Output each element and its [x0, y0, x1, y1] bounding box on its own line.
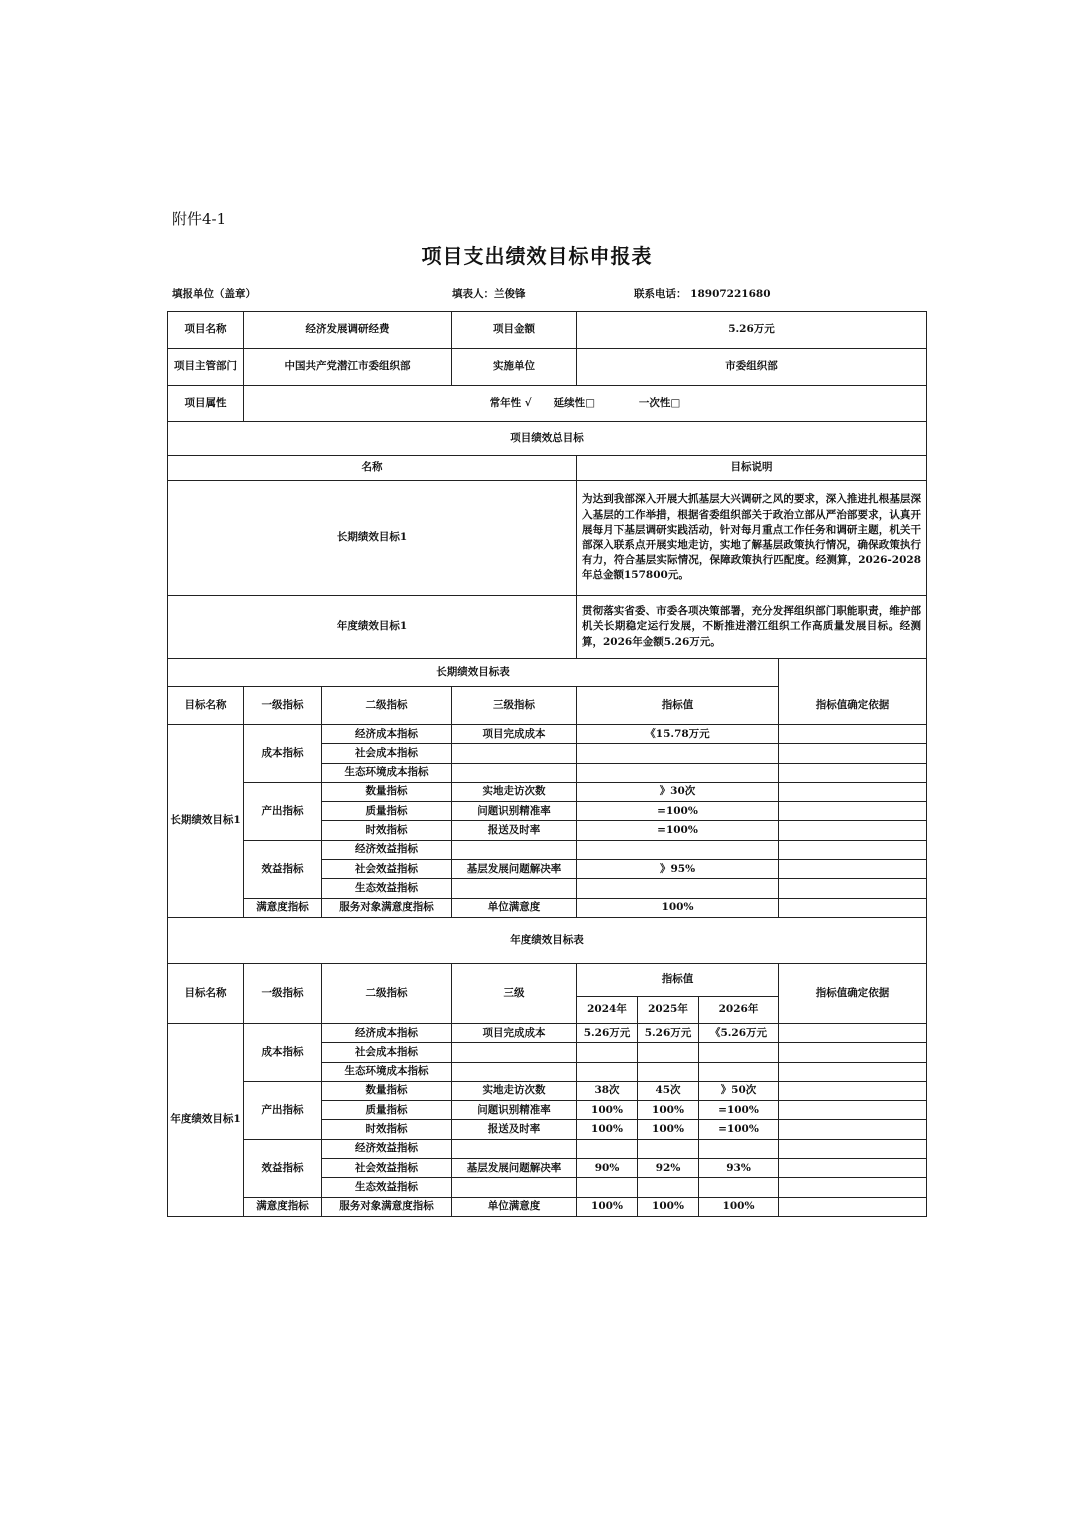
at-header-target: 目标名称	[168, 963, 244, 1023]
at-level2: 质量指标	[322, 1101, 452, 1120]
at-level3: 问题识别精准率	[452, 1101, 577, 1120]
lt-basis	[779, 725, 927, 744]
at-year-value: 92%	[638, 1159, 699, 1178]
overall-target-heading: 项目绩效总目标	[168, 422, 927, 456]
at-year-value	[577, 1062, 638, 1081]
at-level2: 时效指标	[322, 1120, 452, 1139]
at-level1: 满意度指标	[244, 1197, 322, 1216]
at-level3	[452, 1139, 577, 1158]
lt-level2: 质量指标	[322, 802, 452, 821]
at-level2: 社会成本指标	[322, 1043, 452, 1062]
at-level2: 服务对象满意度指标	[322, 1197, 452, 1216]
reporting-unit: 填报单位（盖章）	[172, 288, 256, 300]
at-basis	[779, 1139, 927, 1158]
at-basis	[779, 1178, 927, 1197]
at-basis	[779, 1043, 927, 1062]
at-year-value	[699, 1062, 779, 1081]
lt-level3: 基层发展问题解决率	[452, 860, 577, 879]
at-header-level3: 三级	[452, 963, 577, 1023]
at-year-value	[699, 1139, 779, 1158]
at-header-value: 指标值	[577, 963, 779, 996]
table-row	[168, 1023, 927, 1042]
at-header-year: 2026年	[699, 996, 779, 1023]
at-header-basis: 指标值确定依据	[779, 963, 927, 1023]
lt-level3: 报送及时率	[452, 821, 577, 840]
lt-level2: 生态环境成本指标	[322, 763, 452, 782]
at-level1: 产出指标	[244, 1081, 322, 1139]
at-basis	[779, 1120, 927, 1139]
at-year-value: 90%	[577, 1159, 638, 1178]
lt-basis	[779, 879, 927, 898]
at-year-value	[638, 1178, 699, 1197]
annual-target-name: 年度绩效目标1	[168, 596, 577, 659]
lt-level2: 时效指标	[322, 821, 452, 840]
lt-target-name: 长期绩效目标1	[168, 725, 244, 918]
at-year-value: 100%	[638, 1101, 699, 1120]
lt-header-level2: 二级指标	[322, 687, 452, 725]
at-year-value: 100%	[577, 1120, 638, 1139]
lt-level3	[452, 840, 577, 859]
at-level3	[452, 1043, 577, 1062]
at-year-value: 5.26万元	[577, 1023, 638, 1042]
at-basis	[779, 1159, 927, 1178]
project-attribute-label: 项目属性	[168, 386, 244, 422]
at-year-value: =100%	[699, 1101, 779, 1120]
lt-level3	[452, 744, 577, 763]
lt-level2: 经济成本指标	[322, 725, 452, 744]
lt-header-level1: 一级指标	[244, 687, 322, 725]
at-level3: 实地走访次数	[452, 1081, 577, 1100]
at-level3: 报送及时率	[452, 1120, 577, 1139]
at-basis	[779, 1081, 927, 1100]
lt-level3	[452, 879, 577, 898]
at-year-value	[577, 1043, 638, 1062]
lt-basis	[779, 821, 927, 840]
lt-level3: 问题识别精准率	[452, 802, 577, 821]
at-level2: 生态环境成本指标	[322, 1062, 452, 1081]
long-term-table-heading: 长期绩效目标表	[168, 659, 779, 687]
lt-level2: 生态效益指标	[322, 879, 452, 898]
at-header-year: 2024年	[577, 996, 638, 1023]
lt-value	[577, 879, 779, 898]
page-title: 项目支出绩效目标申报表	[421, 244, 653, 268]
at-level3	[452, 1178, 577, 1197]
at-year-value	[638, 1139, 699, 1158]
at-year-value: 100%	[638, 1120, 699, 1139]
at-year-value	[699, 1043, 779, 1062]
department-label: 项目主管部门	[168, 349, 244, 386]
lt-value	[577, 744, 779, 763]
at-year-value: 100%	[577, 1197, 638, 1216]
filler-name: 填表人：兰俊锋	[452, 288, 526, 300]
lt-basis	[779, 898, 927, 917]
lt-basis	[779, 744, 927, 763]
at-header-year: 2025年	[638, 996, 699, 1023]
attachment-label: 附件4-1	[172, 210, 227, 228]
at-year-value: =100%	[699, 1120, 779, 1139]
lt-header-target: 目标名称	[168, 687, 244, 725]
project-amount-value: 5.26万元	[577, 312, 927, 349]
at-level2: 经济效益指标	[322, 1139, 452, 1158]
table-row	[168, 840, 927, 859]
overall-col-name: 名称	[168, 456, 577, 481]
overall-col-desc: 目标说明	[577, 456, 927, 481]
at-basis	[779, 1023, 927, 1042]
lt-basis	[779, 860, 927, 879]
at-year-value: 》50次	[699, 1081, 779, 1100]
at-year-value	[577, 1178, 638, 1197]
implementing-unit-value: 市委组织部	[577, 349, 927, 386]
table-row	[168, 725, 927, 744]
at-target-name: 年度绩效目标1	[168, 1023, 244, 1216]
at-year-value	[577, 1139, 638, 1158]
lt-value: 100%	[577, 898, 779, 917]
table-row	[168, 1197, 927, 1216]
lt-level1: 成本指标	[244, 725, 322, 783]
lt-basis	[779, 802, 927, 821]
at-level3	[452, 1062, 577, 1081]
at-year-value	[638, 1062, 699, 1081]
at-year-value: 45次	[638, 1081, 699, 1100]
lt-level3: 单位满意度	[452, 898, 577, 917]
lt-level2: 数量指标	[322, 782, 452, 801]
at-year-value: 100%	[699, 1197, 779, 1216]
at-level2: 社会效益指标	[322, 1159, 452, 1178]
at-level3: 基层发展问题解决率	[452, 1159, 577, 1178]
contact-phone: 联系电话： 18907221680	[634, 288, 771, 300]
table-row	[168, 782, 927, 801]
at-level3: 项目完成成本	[452, 1023, 577, 1042]
long-term-target-description: 为达到我部深入开展大抓基层大兴调研之风的要求，深入推进扎根基层深入基层的工作举措，根据省委组织部关于政治立部从严治部要求，认真开展每月下基层调研实践活动，针对每月重点工作任务和调研主题，机关干部深入联系点开展实地走访，实地了解基层政策执行情况，确保政策执行有力，符合基层实际情况，保障政策执行匹配度。经测算，2026-2028年总金额157800元。	[577, 481, 927, 596]
project-name-value: 经济发展调研经费	[244, 312, 452, 349]
lt-basis	[779, 763, 927, 782]
table-row	[168, 1139, 927, 1158]
at-year-value	[699, 1178, 779, 1197]
at-header-level2: 二级指标	[322, 963, 452, 1023]
lt-level3: 实地走访次数	[452, 782, 577, 801]
table-row	[168, 898, 927, 917]
project-name-label: 项目名称	[168, 312, 244, 349]
project-attribute-value: 常年性 √ 延续性□ 一次性□	[244, 386, 927, 422]
lt-header-level3: 三级指标	[452, 687, 577, 725]
at-level3: 单位满意度	[452, 1197, 577, 1216]
lt-level1: 效益指标	[244, 840, 322, 898]
lt-basis	[779, 782, 927, 801]
lt-value	[577, 840, 779, 859]
at-level1: 成本指标	[244, 1023, 322, 1081]
at-level2: 生态效益指标	[322, 1178, 452, 1197]
at-basis	[779, 1101, 927, 1120]
at-level2: 经济成本指标	[322, 1023, 452, 1042]
long-term-heading-blank	[779, 659, 927, 687]
at-year-value: 38次	[577, 1081, 638, 1100]
at-basis	[779, 1197, 927, 1216]
lt-level2: 社会成本指标	[322, 744, 452, 763]
lt-level1: 满意度指标	[244, 898, 322, 917]
lt-value: 》30次	[577, 782, 779, 801]
at-year-value: 100%	[577, 1101, 638, 1120]
at-year-value: 100%	[638, 1197, 699, 1216]
lt-level2: 经济效益指标	[322, 840, 452, 859]
table-row	[168, 1081, 927, 1100]
lt-value: 》95%	[577, 860, 779, 879]
lt-level1: 产出指标	[244, 782, 322, 840]
at-basis	[779, 1062, 927, 1081]
department-value: 中国共产党潜江市委组织部	[244, 349, 452, 386]
annual-target-description: 贯彻落实省委、市委各项决策部署，充分发挥组织部门职能职责，维护部机关长期稳定运行发展，不断推进潜江组织工作高质量发展目标。经测算，2026年金额5.26万元。	[577, 596, 927, 659]
project-amount-label: 项目金额	[452, 312, 577, 349]
lt-value: 《15.78万元	[577, 725, 779, 744]
lt-level3: 项目完成成本	[452, 725, 577, 744]
at-year-value: 93%	[699, 1159, 779, 1178]
lt-basis	[779, 840, 927, 859]
implementing-unit-label: 实施单位	[452, 349, 577, 386]
lt-level3	[452, 763, 577, 782]
at-level2: 数量指标	[322, 1081, 452, 1100]
at-year-value: 《5.26万元	[699, 1023, 779, 1042]
lt-value: =100%	[577, 821, 779, 840]
lt-header-basis: 指标值确定依据	[779, 687, 927, 725]
lt-header-value: 指标值	[577, 687, 779, 725]
at-level1: 效益指标	[244, 1139, 322, 1197]
performance-target-table	[167, 311, 927, 1217]
lt-value	[577, 763, 779, 782]
at-year-value: 5.26万元	[638, 1023, 699, 1042]
annual-table-heading: 年度绩效目标表	[168, 917, 927, 963]
lt-level2: 服务对象满意度指标	[322, 898, 452, 917]
long-term-target-name: 长期绩效目标1	[168, 481, 577, 596]
at-header-level1: 一级指标	[244, 963, 322, 1023]
lt-value: =100%	[577, 802, 779, 821]
at-year-value	[638, 1043, 699, 1062]
lt-level2: 社会效益指标	[322, 860, 452, 879]
